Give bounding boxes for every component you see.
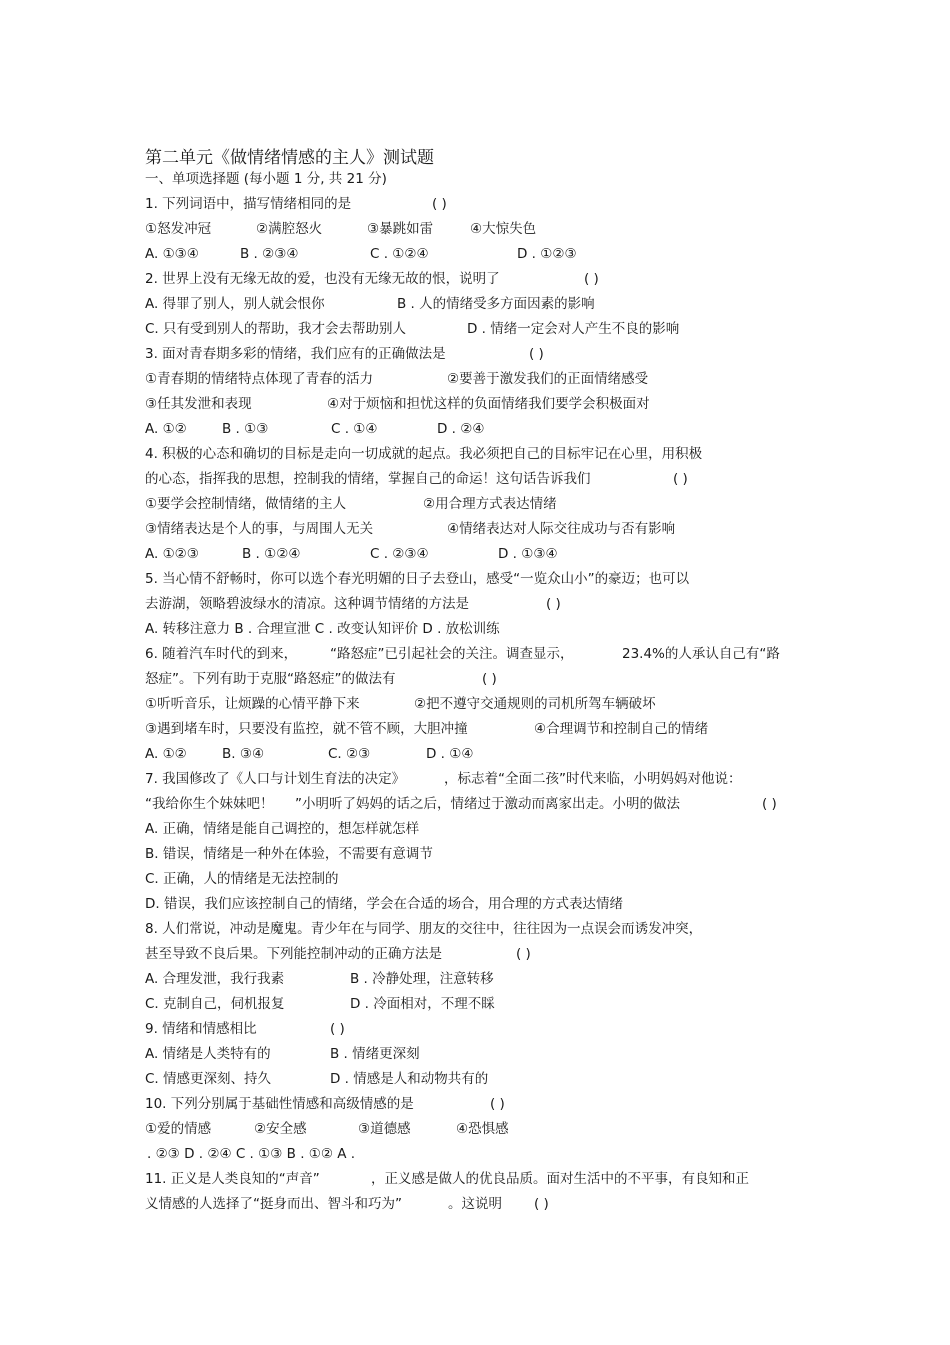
question-6-item: ①听听音乐，让烦躁的心情平静下来 bbox=[145, 696, 360, 712]
question-10-item: ②安全感 bbox=[254, 1121, 307, 1137]
question-6-option-a: A. ①② bbox=[145, 746, 187, 762]
question-3-stem: 3. 面对青春期多彩的情绪，我们应有的正确做法是 bbox=[145, 346, 446, 362]
question-6-answer-blank: ( ) bbox=[482, 671, 497, 687]
question-8-answer-blank: ( ) bbox=[516, 946, 531, 962]
question-3-option-b: B . ①③ bbox=[222, 421, 269, 437]
question-8-stem-cont: 甚至导致不良后果。下列能控制冲动的正确方法是 bbox=[145, 946, 442, 962]
question-2-option-b: B . 人的情绪受多方面因素的影响 bbox=[397, 296, 595, 312]
question-10-item: ①爱的情感 bbox=[145, 1121, 212, 1137]
question-6-stem-part: 23.4%的人承认自己有“路 bbox=[622, 646, 780, 662]
question-7-stem-part: ，标志着“全面二孩”时代来临，小明妈妈对他说： bbox=[444, 771, 742, 787]
question-6-stem: 6. 随着汽车时代的到来， bbox=[145, 646, 298, 662]
question-5-stem-cont: 去游湖，领略碧波绿水的清凉。这种调节情绪的方法是 bbox=[145, 596, 469, 612]
question-7-option-d: D. 错误，我们应该控制自己的情绪，学会在合适的场合，用合理的方式表达情绪 bbox=[145, 896, 623, 912]
question-10-options: . ②③ D . ②④ C . ①③ B . ①② A . bbox=[147, 1146, 356, 1162]
question-6-option-b: B. ③④ bbox=[222, 746, 265, 762]
question-7-stem-cont: “我给你生个妹妹吧！ bbox=[145, 796, 274, 812]
question-4-stem-cont: 的心态，指挥我的思想，控制我的情绪，掌握自己的命运！这句话告诉我们 bbox=[145, 471, 591, 487]
question-9-option-a: A. 情绪是人类特有的 bbox=[145, 1046, 271, 1062]
question-1-item: ②满腔怒火 bbox=[256, 221, 323, 237]
question-2-option-c: C. 只有受到别人的帮助，我才会去帮助别人 bbox=[145, 321, 407, 337]
question-3-item: ④对于烦恼和担忧这样的负面情绪我们要学会积极面对 bbox=[327, 396, 650, 412]
question-2-option-a: A. 得罪了别人，别人就会恨你 bbox=[145, 296, 325, 312]
page-title: 第二单元《做情绪情感的主人》测试题 bbox=[145, 148, 434, 168]
question-11-stem-cont: 义情感的人选择了“挺身而出、智斗和巧为” bbox=[145, 1196, 402, 1212]
question-1-option-b: B . ②③④ bbox=[240, 246, 299, 262]
question-4-option-d: D . ①③④ bbox=[498, 546, 558, 562]
question-4-item: ③情绪表达是个人的事，与周围人无关 bbox=[145, 521, 374, 537]
question-4-option-a: A. ①②③ bbox=[145, 546, 199, 562]
question-10-item: ④恐惧感 bbox=[456, 1121, 509, 1137]
question-11-answer-blank: ( ) bbox=[534, 1196, 549, 1212]
question-3-item: ①青春期的情绪特点体现了青春的活力 bbox=[145, 371, 374, 387]
question-1-option-a: A. ①③④ bbox=[145, 246, 199, 262]
question-4-item: ②用合理方式表达情绪 bbox=[423, 496, 557, 512]
question-6-item: ②把不遵守交通规则的司机所驾车辆破坏 bbox=[414, 696, 656, 712]
question-3-answer-blank: ( ) bbox=[529, 346, 544, 362]
question-8-stem: 8. 人们常说，冲动是魔鬼。青少年在与同学、朋友的交往中，往往因为一点误会而诱发冲突， bbox=[145, 921, 703, 937]
question-6-stem-cont: 怒症”。下列有助于克服“路怒症”的做法有 bbox=[145, 671, 396, 687]
question-9-option-d: D . 情感是人和动物共有的 bbox=[330, 1071, 489, 1087]
question-3-item: ②要善于激发我们的正面情绪感受 bbox=[447, 371, 649, 387]
question-1-item: ④大惊失色 bbox=[470, 221, 537, 237]
question-3-option-d: D . ②④ bbox=[437, 421, 485, 437]
question-4-item: ④情绪表达对人际交往成功与否有影响 bbox=[447, 521, 676, 537]
question-2-answer-blank: ( ) bbox=[584, 271, 599, 287]
question-2-option-d: D . 情绪一定会对人产生不良的影响 bbox=[467, 321, 680, 337]
question-10-stem: 10. 下列分别属于基础性情感和高级情感的是 bbox=[145, 1096, 414, 1112]
question-6-item: ④合理调节和控制自己的情绪 bbox=[534, 721, 709, 737]
question-5-options: A. 转移注意力 B . 合理宣泄 C . 改变认知评价 D . 放松训练 bbox=[145, 621, 500, 637]
question-7-option-b: B. 错误，情绪是一种外在体验，不需要有意调节 bbox=[145, 846, 433, 862]
question-3-option-a: A. ①② bbox=[145, 421, 187, 437]
question-6-option-c: C. ②③ bbox=[328, 746, 371, 762]
question-7-stem: 7. 我国修改了《人口与计划生育法的决定》 bbox=[145, 771, 406, 787]
question-6-option-d: D . ①④ bbox=[426, 746, 474, 762]
question-11-stem-part: ，正义感是做人的优良品质。面对生活中的不平事，有良知和正 bbox=[371, 1171, 749, 1187]
question-1-item: ①怒发冲冠 bbox=[145, 221, 212, 237]
question-9-answer-blank: ( ) bbox=[330, 1021, 345, 1037]
question-5-answer-blank: ( ) bbox=[546, 596, 561, 612]
question-6-stem-part: “路怒症”已引起社会的关注。调查显示， bbox=[330, 646, 574, 662]
question-8-option-a: A. 合理发泄，我行我素 bbox=[145, 971, 285, 987]
question-3-item: ③任其发泄和表现 bbox=[145, 396, 252, 412]
question-1-answer-blank: ( ) bbox=[432, 196, 447, 212]
question-4-option-b: B . ①②④ bbox=[242, 546, 301, 562]
question-7-option-a: A. 正确，情绪是能自己调控的，想怎样就怎样 bbox=[145, 821, 420, 837]
question-1-option-d: D . ①②③ bbox=[517, 246, 577, 262]
question-10-answer-blank: ( ) bbox=[490, 1096, 505, 1112]
question-11-stem-part: 。这说明 bbox=[448, 1196, 502, 1212]
question-3-option-c: C . ①④ bbox=[331, 421, 378, 437]
question-5-stem: 5. 当心情不舒畅时，你可以选个春光明媚的日子去登山，感受“一览众山小”的豪迈；也可以 bbox=[145, 571, 690, 587]
question-1-option-c: C . ①②④ bbox=[370, 246, 429, 262]
question-4-option-c: C . ②③④ bbox=[370, 546, 429, 562]
question-1-item: ③暴跳如雷 bbox=[367, 221, 434, 237]
question-8-option-b: B . 冷静处理，注意转移 bbox=[350, 971, 494, 987]
question-4-answer-blank: ( ) bbox=[673, 471, 688, 487]
question-7-stem-part: ”小明听了妈妈的话之后，情绪过于激动而离家出走。小明的做法 bbox=[295, 796, 680, 812]
question-4-item: ①要学会控制情绪，做情绪的主人 bbox=[145, 496, 347, 512]
question-7-option-c: C. 正确，人的情绪是无法控制的 bbox=[145, 871, 339, 887]
question-2-stem: 2. 世界上没有无缘无故的爱，也没有无缘无故的恨，说明了 bbox=[145, 271, 500, 287]
question-8-option-d: D . 冷面相对，不理不睬 bbox=[350, 996, 495, 1012]
question-4-stem: 4. 积极的心态和确切的目标是走向一切成就的起点。我必须把自己的目标牢记在心里，用积极 bbox=[145, 446, 703, 462]
question-7-answer-blank: ( ) bbox=[762, 796, 777, 812]
question-10-item: ③道德感 bbox=[358, 1121, 411, 1137]
section-heading: 一、单项选择题 (每小题 1 分, 共 21 分) bbox=[145, 171, 387, 187]
question-11-stem: 11. 正义是人类良知的“声音” bbox=[145, 1171, 320, 1187]
question-9-option-c: C. 情感更深刻、持久 bbox=[145, 1071, 272, 1087]
question-9-stem: 9. 情绪和情感相比 bbox=[145, 1021, 257, 1037]
question-8-option-c: C. 克制自己，伺机报复 bbox=[145, 996, 285, 1012]
question-1-stem: 1. 下列词语中，描写情绪相同的是 bbox=[145, 196, 352, 212]
question-9-option-b: B . 情绪更深刻 bbox=[330, 1046, 420, 1062]
question-6-item: ③遇到堵车时，只要没有监控，就不管不顾，大胆冲撞 bbox=[145, 721, 468, 737]
